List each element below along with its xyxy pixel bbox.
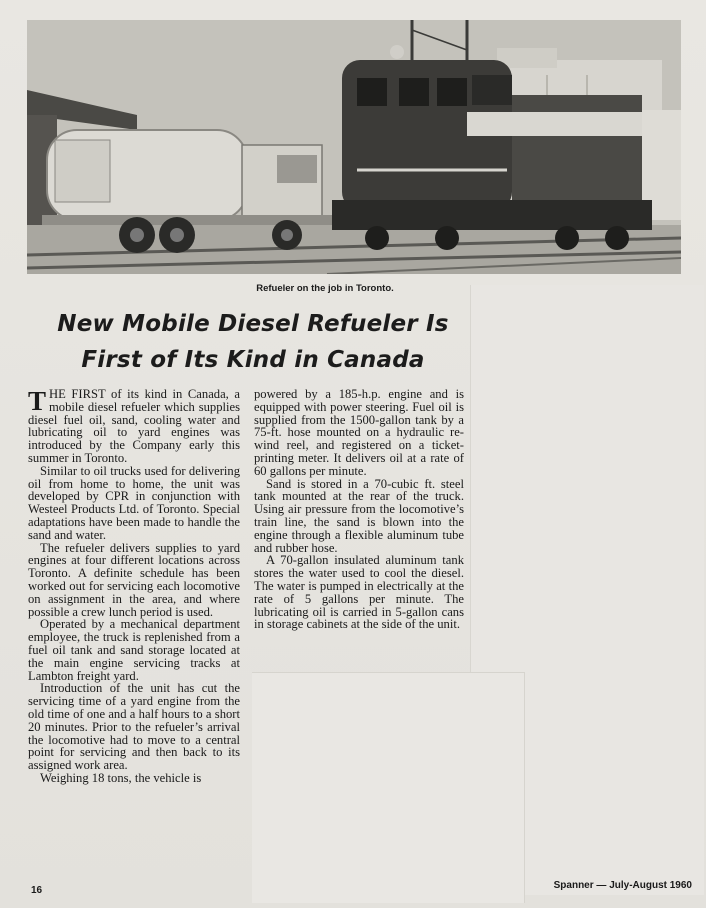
paragraph-8: Sand is stored in a 70-cubic ft. steel tank mounted at the rear of the truck. Using air pressure from the locomotive’s train line, the sand is blown into the engine through a flexible aluminum tube and rubber hose. bbox=[254, 476, 464, 555]
article-column-left bbox=[28, 388, 240, 785]
article-headline bbox=[36, 306, 470, 378]
headline-line-2: First of Its Kind in Canada bbox=[81, 347, 425, 373]
refueler-photo bbox=[27, 20, 681, 274]
photo-caption: Refueler on the job in Toronto. bbox=[256, 283, 394, 294]
headline-line-1: New Mobile Diesel Refueler Is bbox=[57, 311, 449, 337]
publication-footer: Spanner — July-August 1960 bbox=[553, 880, 692, 891]
paragraph-6: Weighing 18 tons, the vehicle is bbox=[40, 770, 202, 785]
paragraph-1: THE FIRST of its kind in Canada, a mobile diesel refueler which supplies diesel fuel oil, sand, cooling water and lubricating oil to yard engines was introduced by the Company early this summer in Toronto. bbox=[28, 386, 240, 465]
overlay-sheet-bottom bbox=[252, 672, 525, 903]
paragraph-7: powered by a 185-h.p. engine and is equipped with power steering. Fuel oil is supplied from the 1500-gallon tank by a 75-ft. hose mounted on a hydraulic re-wind reel, and registered on a ticket-printing meter. It delivers oil at a rate of 60 gallons per minute. bbox=[254, 387, 464, 478]
paragraph-5: Introduction of the unit has cut the servicing time of a yard engine from the old time of one and a half hours to a short 20 minutes. Prior to the refueler’s arrival the locomotive had to move to a central point for servicing and then back to its assigned work area. bbox=[28, 681, 240, 773]
paragraph-9: A 70-gallon insulated aluminum tank stores the water used to cool the diesel. The water is pumped in electrically at the rate of 5 gallons per minute. The lubricating oil is carried in 5-gallon cans in storage cabinets at the side of the unit. bbox=[254, 553, 464, 632]
paragraph-3: The refueler delivers supplies to yard engines at four different locations across Toronto. A definite schedule has been worked out for servicing each locomotive on assignment in the area, and where possible a crew lunch period is used. bbox=[28, 540, 240, 619]
paragraph-4: Operated by a mechanical department employee, the truck is replenished from a fuel oil tank and sand storage located at the main engine servicing tracks at Lambton freight yard. bbox=[28, 617, 240, 683]
page-number: 16 bbox=[31, 885, 43, 896]
article-column-right bbox=[254, 388, 464, 631]
drop-cap: T bbox=[28, 386, 47, 416]
paragraph-2: Similar to oil trucks used for delivering oil from home to home, the unit was developed by CPR in conjunction with Westeel Products Ltd. of Toronto. Special adaptations have been made to handle the sand and water. bbox=[28, 463, 240, 542]
